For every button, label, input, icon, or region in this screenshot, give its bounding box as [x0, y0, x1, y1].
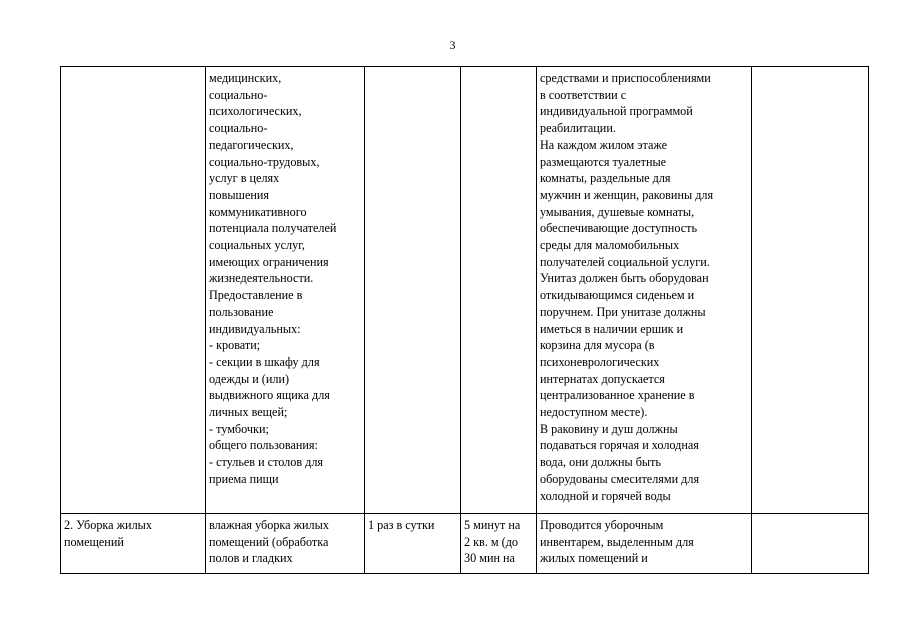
cell-text-line: влажная уборка жилых: [209, 518, 329, 532]
table-row: [61, 67, 869, 514]
cell-text-line: откидывающимся сиденьем и: [540, 288, 695, 303]
cell-text-line: в соответствии с: [540, 87, 627, 102]
quality-requirements-cell: [537, 67, 752, 514]
service-content-cell: [206, 514, 365, 574]
cell-text-line: иметься в наличии ершик и: [540, 321, 684, 336]
cell-text-line: - тумбочки;: [209, 421, 269, 436]
cell-text-line: - стульев и столов для: [209, 455, 324, 470]
cell-text-line: социально-трудовых,: [209, 154, 320, 169]
cell-text-line: выдвижного ящика для: [209, 388, 330, 403]
cell-text-line: 30 мин на: [464, 551, 515, 566]
cell-text-line: жилых помещений и: [540, 551, 648, 566]
duration-cell: [461, 514, 537, 574]
cell-text-line: недоступном месте).: [540, 405, 648, 420]
quality-requirements-cell: [537, 514, 752, 574]
table-row: [61, 514, 869, 574]
cell-text-line: На каждом жилом этаже: [540, 137, 668, 152]
cell-text-line: индивидуальных:: [209, 321, 301, 336]
cell-text-line: 1 раз в сутки: [368, 518, 435, 532]
cell-text-line: педагогических,: [209, 137, 294, 152]
cell-text-line: подаваться горячая и холодная: [540, 438, 699, 453]
cell-text-line: - кровати;: [209, 338, 261, 353]
page-number: 3: [449, 38, 456, 52]
frequency-cell: [365, 514, 461, 574]
duration-cell: [461, 67, 537, 514]
cell-text-line: социально-: [209, 87, 268, 102]
cell-text-line: мужчин и женщин, раковины для: [540, 187, 714, 202]
cell-text-line: личных вещей;: [209, 405, 288, 420]
cell-text-line: услуг в целях: [209, 171, 280, 186]
cell-text-line: оборудованы смесителями для: [540, 471, 700, 486]
cell-text-line: 2. Уборка жилых: [64, 518, 152, 532]
cell-text-line: медицинских,: [209, 71, 282, 85]
cell-text-line: социальных услуг,: [209, 238, 305, 253]
cell-text-line: психоневрологических: [540, 354, 660, 369]
notes-cell: [752, 67, 869, 514]
cell-text-line: полов и гладких: [209, 551, 293, 566]
cell-text-line: приема пищи: [209, 471, 279, 486]
service-name-cell: [61, 67, 206, 514]
cell-text-line: одежды и (или): [209, 371, 290, 386]
cell-text-line: реабилитации.: [540, 121, 616, 136]
cell-text-line: Предоставление в: [209, 288, 303, 303]
cell-text-line: коммуникативного: [209, 204, 307, 219]
cell-text-line: вода, они должны быть: [540, 455, 661, 470]
cell-text-line: помещений (обработка: [209, 534, 329, 549]
cell-text-line: помещений: [64, 534, 124, 549]
cell-text-line: - секции в шкафу для: [209, 354, 320, 369]
cell-text-line: получателей социальной услуги.: [540, 254, 710, 269]
cell-text-line: централизованное хранение в: [540, 388, 695, 403]
cell-text-line: Унитаз должен быть оборудован: [540, 271, 709, 286]
cell-text-line: холодной и горячей воды: [540, 488, 671, 503]
cell-text-line: социально-: [209, 121, 268, 136]
cell-text-line: комнаты, раздельные для: [540, 171, 671, 186]
cell-text-line: Проводится уборочным: [540, 518, 664, 532]
notes-cell: [752, 514, 869, 574]
service-content-cell: [206, 67, 365, 514]
cell-text-line: психологических,: [209, 104, 302, 119]
cell-text-line: жизнедеятельности.: [209, 271, 314, 286]
cell-text-line: поручнем. При унитазе должны: [540, 304, 706, 319]
cell-text-line: 2 кв. м (до: [464, 534, 519, 549]
cell-text-line: корзина для мусора (в: [540, 338, 655, 353]
cell-text-line: пользование: [209, 304, 274, 319]
cell-text-line: размещаются туалетные: [540, 154, 667, 169]
cell-text-line: потенциала получателей: [209, 221, 337, 236]
cell-text-line: средствами и приспособлениями: [540, 71, 711, 85]
cell-text-line: В раковину и душ должны: [540, 421, 678, 436]
cell-text-line: общего пользования:: [209, 438, 318, 453]
cell-text-line: обеспечивающие доступность: [540, 221, 698, 236]
cell-text-line: умывания, душевые комнаты,: [540, 204, 695, 219]
cell-text-line: повышения: [209, 187, 270, 202]
cell-text-line: интернатах допускается: [540, 371, 665, 386]
frequency-cell: [365, 67, 461, 514]
cell-text-line: 5 минут на: [464, 518, 521, 532]
cell-text-line: инвентарем, выделенным для: [540, 534, 694, 549]
service-name-cell: [61, 514, 206, 574]
cell-text-line: среды для маломобильных: [540, 238, 680, 253]
cell-text-line: имеющих ограничения: [209, 254, 329, 269]
services-table: [60, 66, 869, 574]
cell-text-line: индивидуальной программой: [540, 104, 693, 119]
